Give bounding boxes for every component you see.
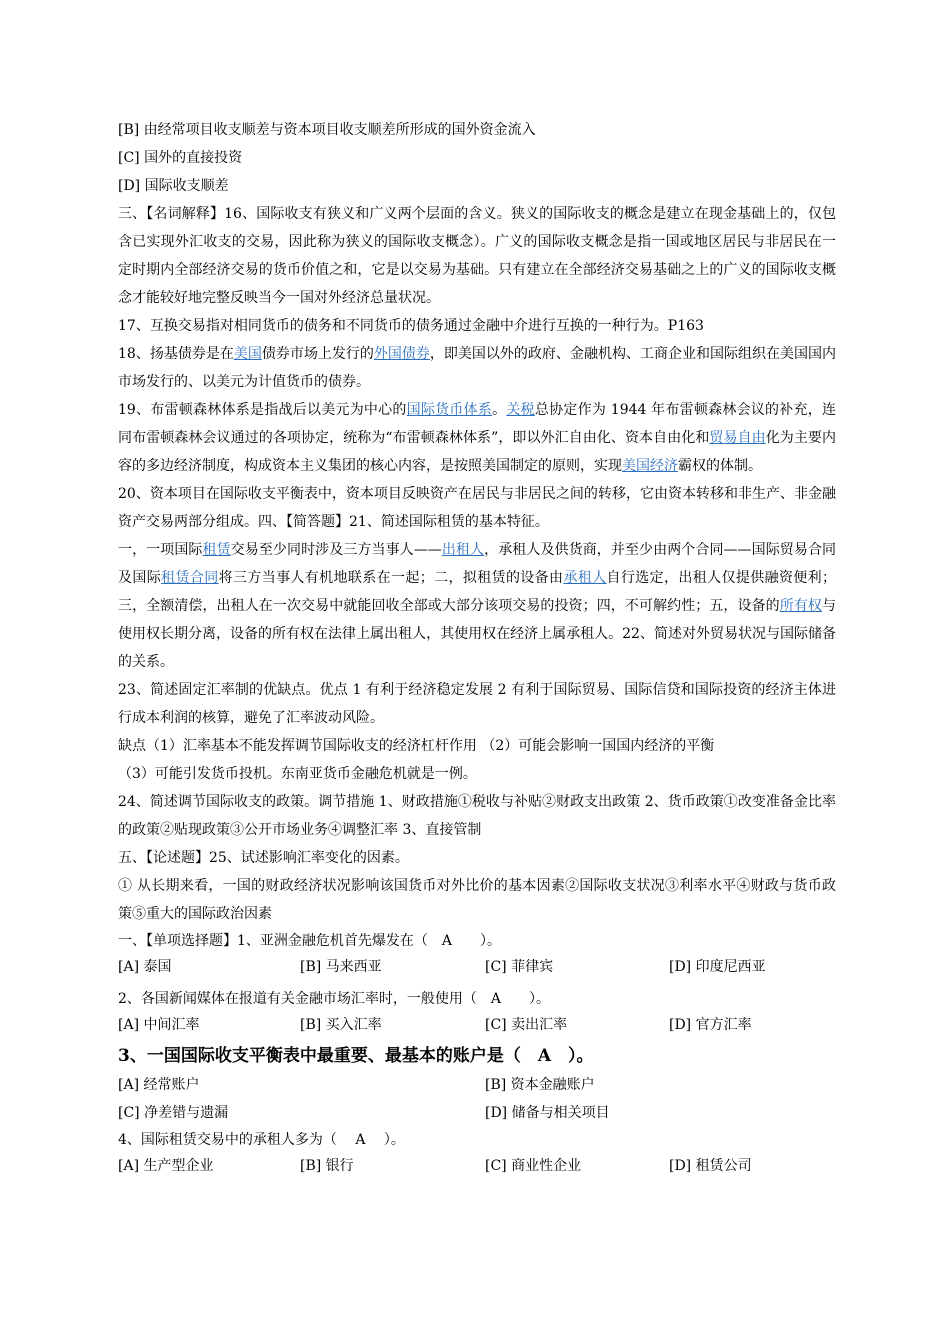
- q2-option-d: [D] 官方汇率: [669, 1017, 752, 1033]
- p21-text-5: 自行选定，出租人仅提供融资便利；三，全额清偿，出租人在一次交易中就能回收全部或大部分该项交易的投资；四，不可解约性；五，设备的: [118, 570, 837, 614]
- link-usa[interactable]: 美国: [233, 346, 262, 362]
- paragraph-21: [118, 536, 836, 676]
- paragraph-25-body: ① 从长期来看，一国的财政经济状况影响该国货币对外比价的基本因素②国际收支状况③利率水平④财政与货币政策⑤重大的国际政治因素: [118, 878, 836, 922]
- q4-option-a: [A] 生产型企业: [118, 1158, 214, 1174]
- question-3-options-row-2: [118, 1099, 836, 1127]
- document-page: [118, 116, 836, 1179]
- question-2-options: [118, 1012, 836, 1038]
- question-1-options: [118, 954, 836, 980]
- paragraph-17: 17、互换交易指对相同货币的债务和不同货币的债务通过金融中介进行互换的一种行为。P163: [118, 318, 704, 334]
- p19-text-1: 19、布雷顿森林体系是指战后以美元为中心的: [118, 402, 407, 418]
- paragraph-23-cons-2: （3）可能引发货币投机。东南亚货币金融危机就是一例。: [118, 766, 477, 782]
- q4-option-b: [B] 银行: [300, 1158, 354, 1174]
- p19-text-4: 化为主要内容的多边经济制度，构成资本主义集团的核心内容，是按照美国制定的原则，实现: [118, 430, 837, 474]
- p21-text-6: 与使用权长期分离，设备的所有权在法律上属出租人，其使用权在经济上属承租人。22、简述对外贸易状况与国际储备的关系。: [118, 598, 837, 670]
- q3-option-c: [C] 净差错与遗漏: [118, 1105, 229, 1121]
- link-ownership[interactable]: 所有权: [779, 598, 823, 614]
- paragraph-18: [118, 340, 836, 396]
- question-3: 3、一国国际收支平衡表中最重要、最基本的账户是（ A ）。: [118, 1046, 594, 1066]
- paragraph-25-title: 五、【论述题】25、试述影响汇率变化的因素。: [118, 850, 409, 866]
- link-lessee[interactable]: 承租人: [563, 570, 607, 586]
- link-us-economy[interactable]: 美国经济: [622, 458, 678, 474]
- q4-option-c: [C] 商业性企业: [485, 1158, 582, 1174]
- q4-option-d: [D] 租赁公司: [669, 1158, 752, 1174]
- p19-text-5: 霸权的体制。: [678, 458, 762, 474]
- link-lessor[interactable]: 出租人: [441, 542, 485, 558]
- question-2: 2、各国新闻媒体在报道有关金融市场汇率时，一般使用（ A ）。: [118, 991, 551, 1007]
- option-d-line: [D] 国际收支顺差: [118, 178, 229, 194]
- p21-text-1: 一，一项国际: [118, 542, 203, 558]
- paragraph-19: [118, 396, 836, 480]
- q1-option-d: [D] 印度尼西亚: [669, 959, 766, 975]
- link-intl-monetary-system[interactable]: 国际货币体系: [406, 402, 493, 418]
- option-c-line: [C] 国外的直接投资: [118, 150, 243, 166]
- q2-option-c: [C] 卖出汇率: [485, 1017, 568, 1033]
- q2-option-a: [A] 中间汇率: [118, 1017, 200, 1033]
- link-tariff[interactable]: 关税: [506, 402, 535, 418]
- p19-text-2: 。: [492, 402, 507, 418]
- p18-text-2: 债券市场上发行的: [261, 346, 374, 362]
- link-free-trade[interactable]: 贸易自由: [709, 430, 766, 446]
- paragraph-24: 24、简述调节国际收支的政策。调节措施 1、财政措施①税收与补贴②财政支出政策 2、货币政策①改变准备金比率的政策②贴现政策③公开市场业务④调整汇率 3、直接管制: [118, 794, 836, 838]
- q3-option-a: [A] 经常账户: [118, 1077, 200, 1093]
- p18-text-3: ，即美国以外的政府、金融机构、工商企业和国际组织在美国国内市场发行的、以美元为计值货币的债券。: [118, 346, 837, 390]
- question-1: 一、【单项选择题】1、亚洲金融危机首先爆发在（ A ）。: [118, 933, 502, 949]
- q2-option-b: [B] 买入汇率: [300, 1017, 382, 1033]
- p18-text-1: 18、扬基债券是在: [118, 346, 234, 362]
- paragraph-16: 三、【名词解释】16、国际收支有狭义和广义两个层面的含义。狭义的国际收支的概念是建立在现金基础上的，仅包含已实现外汇收支的交易，因此称为狭义的国际收支概念）。广义的国际收支概念是指一国或地区居民与非居民在一定时期内全部经济交易的货币价值之和，它是以交易为基础。只有建立在全部经济交易基础之上的广义的国际收支概念才能较好地完整反映当今一国对外经济总量状况。: [118, 206, 836, 306]
- p21-text-2: 交易至少同时涉及三方当事人——: [230, 542, 442, 558]
- q3-option-b: [B] 资本金融账户: [485, 1077, 595, 1093]
- q1-option-a: [A] 泰国: [118, 959, 172, 975]
- q1-option-c: [C] 菲律宾: [485, 959, 554, 975]
- q1-option-b: [B] 马来西亚: [300, 959, 382, 975]
- question-3-options-row-1: [118, 1071, 836, 1099]
- p21-text-4: 将三方当事人有机地联系在一起；二，拟租赁的设备由: [218, 570, 564, 586]
- option-b-line: [B] 由经常项目收支顺差与资本项目收支顺差所形成的国外资金流入: [118, 122, 536, 138]
- link-foreign-bonds[interactable]: 外国债券: [373, 346, 430, 362]
- p21-text-3: ，承租人及供货商，并至少由两个合同——国际贸易合同及国际: [118, 542, 837, 586]
- paragraph-20: 20、资本项目在国际收支平衡表中，资本项目反映资产在居民与非居民之间的转移，它由资本转移和非生产、非金融资产交易两部分组成。四、【简答题】21、简述国际租赁的基本特征。: [118, 486, 836, 530]
- question-4-options: [118, 1153, 836, 1179]
- link-lease[interactable]: 租赁: [202, 542, 231, 558]
- p19-text-3: 总协定作为 1944 年布雷顿森林会议的补充，连同布雷顿森林会议通过的各项协定，统称为“布雷顿森林体系”，即以外汇自由化、资本自由化和: [118, 402, 837, 446]
- paragraph-23-cons-1: 缺点（1）汇率基本不能发挥调节国际收支的经济杠杆作用 （2）可能会影响一国国内经济的平衡: [118, 738, 715, 754]
- link-lease-contract[interactable]: 租赁合同: [161, 570, 219, 586]
- paragraph-23: 23、简述固定汇率制的优缺点。优点 1 有利于经济稳定发展 2 有利于国际贸易、国际信贷和国际投资的经济主体进行成本利润的核算，避免了汇率波动风险。: [118, 682, 836, 726]
- q3-option-d: [D] 储备与相关项目: [485, 1105, 610, 1121]
- question-4: 4、国际租赁交易中的承租人多为（ A ）。: [118, 1132, 405, 1148]
